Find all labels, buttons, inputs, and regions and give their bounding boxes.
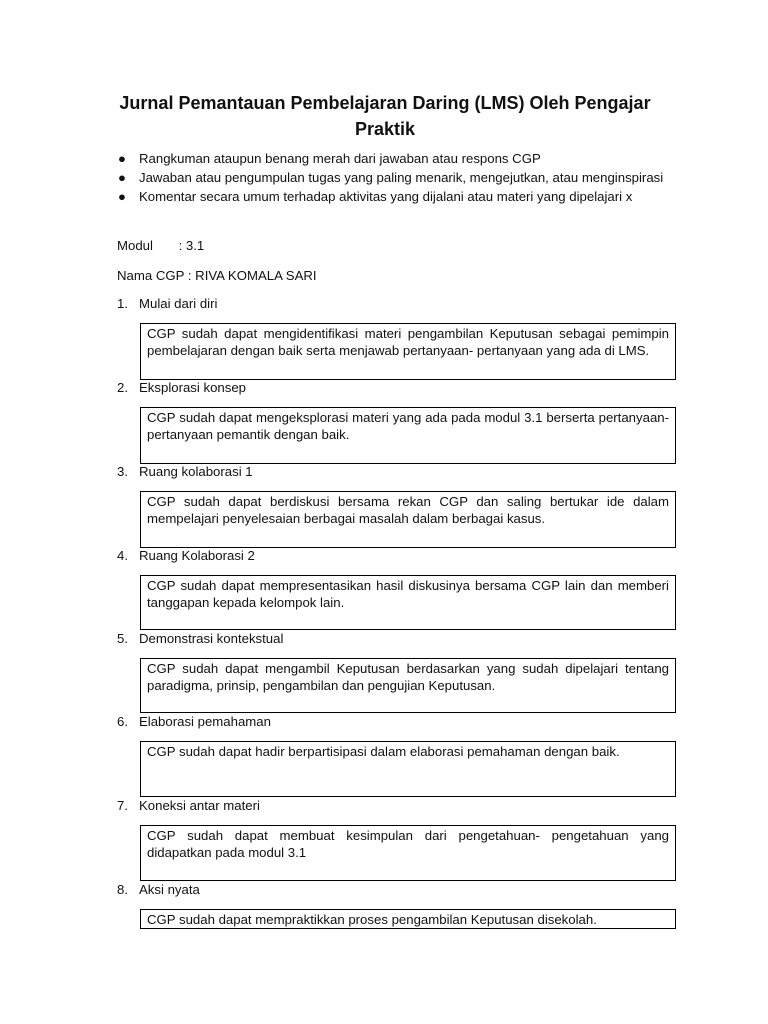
bullet-text: Rangkuman ataupun benang merah dari jawaban atau respons CGP <box>139 151 541 166</box>
bullet-item <box>118 169 674 186</box>
section-label: Elaborasi pemahaman <box>139 714 271 729</box>
section-1-comment-box: CGP sudah dapat mengidentifikasi materi pengambilan Keputusan sebagai pemimpin pembelajaran dengan baik serta menjawab pertanyaan- pertanyaan yang ada di LMS. <box>140 323 676 380</box>
section-7-comment-box: CGP sudah dapat membuat kesimpulan dari pengetahuan- pengetahuan yang didapatkan pada modul 3.1 <box>140 825 676 881</box>
bullet-item <box>118 188 674 205</box>
section-number: 4. <box>117 548 128 563</box>
bullet-icon: ● <box>118 151 126 166</box>
section-number: 6. <box>117 714 128 729</box>
section-2-heading <box>117 379 246 396</box>
bullet-icon: ● <box>118 170 126 185</box>
bullet-text: Jawaban atau pengumpulan tugas yang paling menarik, mengejutkan, atau menginspirasi <box>139 170 664 185</box>
section-label: Ruang Kolaborasi 2 <box>139 548 255 563</box>
section-4-heading <box>117 547 255 564</box>
bullet-icon: ● <box>118 189 126 204</box>
section-number: 5. <box>117 631 128 646</box>
section-4-comment-box: CGP sudah dapat mempresentasikan hasil diskusinya bersama CGP lain dan memberi tanggapan kepada kelompok lain. <box>140 575 676 630</box>
section-6-heading <box>117 713 271 730</box>
section-number: 1. <box>117 296 128 311</box>
section-8-comment-box: CGP sudah dapat mempraktikkan proses pengambilan Keputusan disekolah. <box>140 909 676 929</box>
section-label: Mulai dari diri <box>139 296 218 311</box>
modul-line: Modul : 3.1 <box>117 238 205 253</box>
document-title: Jurnal Pemantauan Pembelajaran Daring (LMS) Oleh Pengajar Praktik <box>119 93 651 139</box>
bullet-item <box>118 150 674 167</box>
summary-bullet-list <box>118 150 674 207</box>
section-label: Demonstrasi kontekstual <box>139 631 284 646</box>
nama-cgp-line: Nama CGP : RIVA KOMALA SARI <box>117 268 317 283</box>
section-5-comment-box: CGP sudah dapat mengambil Keputusan berdasarkan yang sudah dipelajari tentang paradigma, prinsip, pengambilan dan pengujian Keputusan. <box>140 658 676 713</box>
section-label: Koneksi antar materi <box>139 798 260 813</box>
section-label: Ruang kolaborasi 1 <box>139 464 253 479</box>
section-3-comment-box: CGP sudah dapat berdiskusi bersama rekan CGP dan saling bertukar ide dalam mempelajari penyelesaian berbagai masalah dalam berbagai kasus. <box>140 491 676 548</box>
section-label: Aksi nyata <box>139 882 200 897</box>
section-5-heading <box>117 630 283 647</box>
section-label: Eksplorasi konsep <box>139 380 247 395</box>
section-7-heading <box>117 797 260 814</box>
bullet-text: Komentar secara umum terhadap aktivitas yang dijalani atau materi yang dipelajari x <box>139 189 633 204</box>
section-3-heading <box>117 463 253 480</box>
section-number: 7. <box>117 798 128 813</box>
section-number: 8. <box>117 882 128 897</box>
section-6-comment-box: CGP sudah dapat hadir berpartisipasi dalam elaborasi pemahaman dengan baik. <box>140 741 676 797</box>
section-8-heading <box>117 881 200 898</box>
section-1-heading <box>117 295 217 312</box>
section-2-comment-box: CGP sudah dapat mengeksplorasi materi yang ada pada modul 3.1 berserta pertanyaan- pertanyaan pemantik dengan baik. <box>140 407 676 464</box>
section-number: 3. <box>117 464 128 479</box>
section-number: 2. <box>117 380 128 395</box>
